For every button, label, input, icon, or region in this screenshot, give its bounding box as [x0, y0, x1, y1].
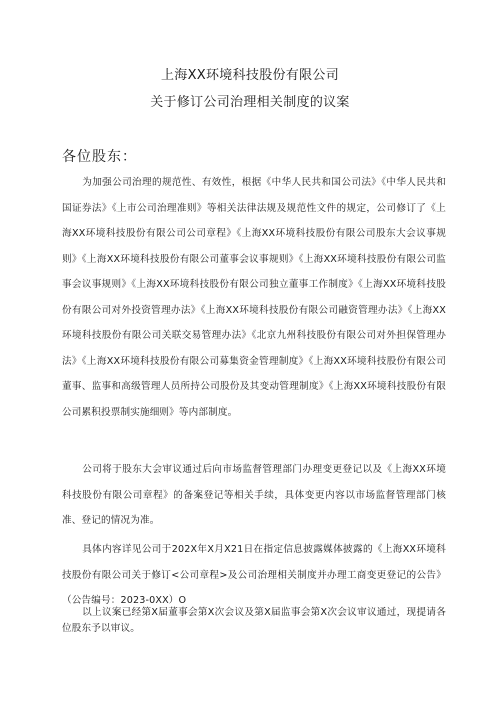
- paragraph-text: 为加强公司治理的规范性、有效性，根据《中华人民共和国公司法》《中华人民共和国证券法》《上市公司治理准则》等相关法律法规及规范性文件的规定，公司修订了《上海XX环境科技股份有限公司公司章程》《上海XX环境科技股份有限公司股东大会议事规则》《上海XX环境科技股份有限公司董事会议事规则》《上海XX环境科技股份有限公司监事会议事规则》《上海XX环境科技股份有限公司独立董事工作制度》《上海XX环境科技股份有限公司对外投资管理办法》《上海XX环境科技股份有限公司融资管理办法》《上海XX环境科技股份有限公司关联交易管理办法》《北京九州科技股份有限公司对外担保管理办法》《上海XX环境科技股份有限公司募集资金管理制度》《上海XX环境科技股份有限公司董事、监事和高级管理人员所持公司股份及其变动管理制度》《上海XX环境科技股份有限公司累积投票制实施细则》等内部制度。: [62, 177, 446, 418]
- paragraph-text: 具体内容详见公司于202X年X月X21日在指定信息披露媒体披露的《上海XX环境科技股份有限公司关于修订<公司章程>及公司治理相关制度并办理工商变更登记的公告》（公告编号：2023-0XX）O: [62, 544, 446, 606]
- salutation: 各位股东：: [62, 149, 137, 165]
- paragraph-text: 以上议案已经第X届董事会第X次会议及第X届监事会第X次会议审议通过，现提请各位股东予以审议。: [62, 607, 446, 634]
- paragraph-registration: [62, 457, 446, 534]
- paragraph-revision-basis: [62, 170, 446, 425]
- paragraph-announcement: [62, 537, 446, 614]
- document-title-company: 上海XX环境科技股份有限公司: [160, 68, 339, 83]
- paragraph-text: 公司将于股东大会审议通过后向市场监督管理部门办理变更登记以及《上海XX环境科技股份有限公司章程》的备案登记等相关手续，具体变更内容以市场监督管理部门核准、登记的情况为准。: [62, 464, 446, 526]
- paragraph-approval: [62, 605, 446, 636]
- document-title-motion: 关于修订公司治理相关制度的议案: [150, 95, 350, 110]
